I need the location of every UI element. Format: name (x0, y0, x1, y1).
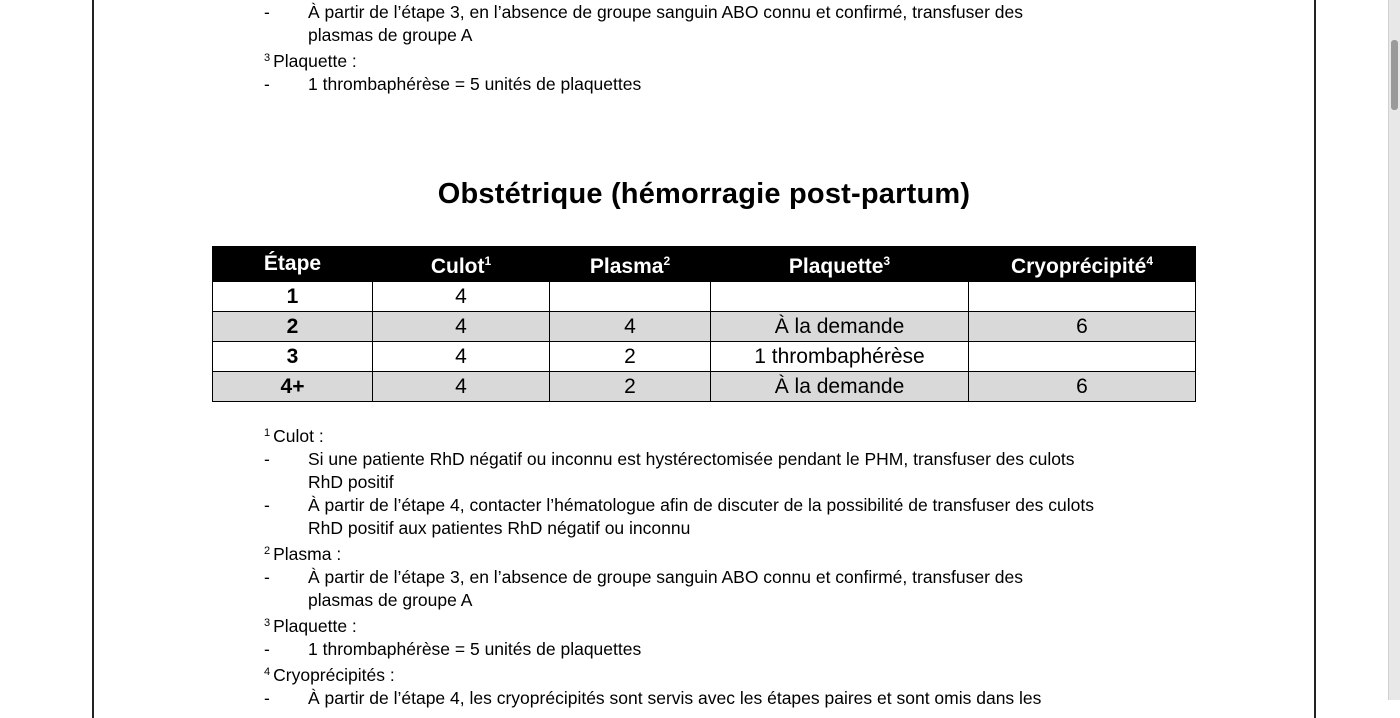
cell-etape: 4+ (213, 372, 373, 402)
viewer-gutter (1318, 0, 1388, 700)
cell-etape: 2 (213, 312, 373, 342)
footnote-text: À partir de l’étape 4, les cryoprécipités sont servis avec les étapes paires et sont omis dans les (308, 688, 1042, 708)
cell-plaquette: À la demande (711, 372, 969, 402)
footnote-bullet (264, 687, 1244, 710)
footnote-heading-plaquette (264, 47, 1244, 73)
footnote-label: Plasma : (273, 544, 342, 564)
cell-etape: 3 (213, 342, 373, 372)
cell-plaquette: 1 thrombaphérèse (711, 342, 969, 372)
cell-etape: 1 (213, 282, 373, 312)
transfusion-table (212, 246, 1196, 402)
cell-plaquette (711, 282, 969, 312)
bullet-dash: - (264, 567, 270, 587)
cell-culot: 4 (373, 312, 550, 342)
footnote-number: 4 (264, 666, 271, 678)
footnote-text: Si une patiente RhD négatif ou inconnu est hystérectomisée pendant le PHM, transfuser des culots (308, 449, 1075, 469)
cell-plaquette: À la demande (711, 312, 969, 342)
footnote-heading-plasma (264, 540, 1244, 566)
column-header-plasma: Plasma$^2$ (550, 247, 711, 282)
cell-plasma: 2 (550, 342, 711, 372)
cell-culot: 4 (373, 282, 550, 312)
column-header-plaquette: Plaquette$^3$ (711, 247, 969, 282)
bottom-footnotes (264, 422, 1244, 710)
bullet-dash: - (264, 449, 270, 469)
cell-cryo (969, 282, 1196, 312)
column-header-culot: Culot$^1$ (373, 247, 550, 282)
bullet-dash: - (264, 639, 270, 659)
cell-culot: 4 (373, 342, 550, 372)
top-footnotes (264, 1, 1244, 96)
footnote-text: plasmas de groupe A (308, 590, 473, 610)
table-row (213, 372, 1196, 402)
cell-plasma: 2 (550, 372, 711, 402)
footnote-label: Culot : (273, 426, 324, 446)
footnote-bullet (264, 448, 1244, 494)
footnote-bullet (264, 73, 1244, 96)
column-header-cryoprecipite: Cryoprécipité$^4$ (969, 247, 1196, 282)
cell-cryo: 6 (969, 312, 1196, 342)
footnote-text: 1 thrombaphérèse = 5 unités de plaquettes (308, 639, 642, 659)
cell-culot: 4 (373, 372, 550, 402)
footnote-bullet (264, 638, 1244, 661)
cell-plasma (550, 282, 711, 312)
footnote-bullet (264, 494, 1244, 540)
footnote-number: 1 (264, 427, 271, 439)
table-header-row (213, 247, 1196, 282)
footnote-label: Cryoprécipités : (273, 665, 395, 685)
section-title: Obstétrique (hémorragie post-partum) (437, 178, 971, 210)
footnote-bullet (264, 1, 1244, 47)
footnote-text: RhD positif (308, 472, 394, 492)
cell-cryo: 6 (969, 372, 1196, 402)
footnote-heading-plaquette (264, 612, 1244, 638)
footnote-label: Plaquette : (273, 51, 357, 71)
table-row (213, 282, 1196, 312)
footnote-text: 1 thrombaphérèse = 5 unités de plaquettes (308, 74, 642, 94)
footnote-text: À partir de l’étape 3, en l’absence de groupe sanguin ABO connu et confirmé, transfuser des (308, 567, 1024, 587)
footnote-label: Plaquette : (273, 616, 357, 636)
scrollbar-thumb[interactable] (1391, 40, 1398, 110)
bullet-dash: - (264, 495, 270, 515)
footnote-heading-culot (264, 422, 1244, 448)
table-row (213, 312, 1196, 342)
bullet-dash: - (264, 2, 270, 22)
footnote-bullet (264, 566, 1244, 612)
footnote-number: 2 (264, 545, 271, 557)
footnote-text: À partir de l’étape 3, en l’absence de groupe sanguin ABO connu et confirmé, transfuser des (308, 2, 1024, 22)
cell-cryo (969, 342, 1196, 372)
footnote-text: RhD positif aux patientes RhD négatif ou inconnu (308, 518, 691, 538)
footnote-number: 3 (264, 617, 271, 629)
footnote-text: plasmas de groupe A (308, 25, 473, 45)
footnote-text: À partir de l’étape 4, contacter l’hématologue afin de discuter de la possibilité de transfuser des culots (308, 495, 1095, 515)
table-row (213, 342, 1196, 372)
bullet-dash: - (264, 74, 270, 94)
footnote-heading-cryo (264, 661, 1244, 687)
vertical-scrollbar[interactable] (1388, 0, 1400, 700)
cell-plasma: 4 (550, 312, 711, 342)
column-header-etape: Étape (213, 247, 373, 282)
bullet-dash: - (264, 688, 270, 708)
footnote-number: 3 (264, 52, 271, 64)
